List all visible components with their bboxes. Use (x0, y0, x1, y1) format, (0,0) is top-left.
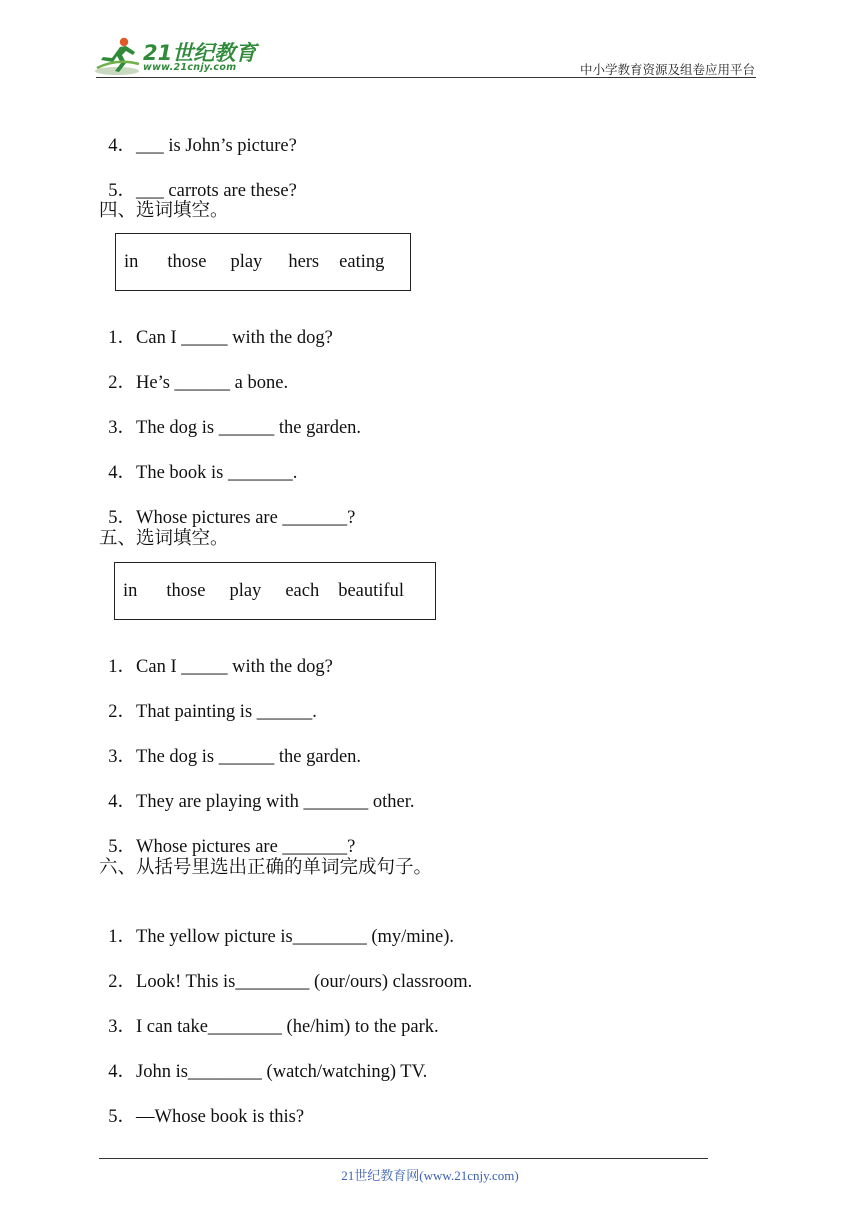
question-number: 2． (108, 373, 137, 393)
word-bank-box (115, 233, 411, 291)
question-text: The dog is ______ the garden. (136, 747, 362, 767)
question-number: 5． (108, 181, 137, 201)
question-item (99, 1081, 304, 1129)
word-bank-word: each (285, 580, 320, 601)
question-text: Look! This is________ (our/ours) classroom. (136, 972, 473, 992)
question-number: 3． (108, 418, 137, 438)
section-title-6: 六、从括号里选出正确的单词完成句子。 (99, 857, 433, 878)
question-number: 3． (108, 1017, 137, 1037)
question-text: The book is _______. (136, 463, 298, 483)
word-bank-word: hers (288, 251, 320, 272)
question-text: ___ is John’s picture? (136, 136, 297, 156)
logo-text: 21世纪教育 (143, 41, 257, 65)
question-item (99, 901, 454, 949)
word-bank-word: in (123, 580, 138, 601)
question-item (99, 347, 288, 395)
question-text: I can take________ (he/him) to the park. (136, 1017, 439, 1037)
word-bank-word: in (124, 251, 139, 272)
question-item (99, 437, 297, 485)
question-number: 5． (108, 508, 137, 528)
question-item (99, 110, 297, 158)
question-text: Can I _____ with the dog? (136, 328, 333, 348)
question-number: 2． (108, 972, 137, 992)
word-bank-word: play (230, 251, 263, 272)
question-number: 1． (108, 657, 137, 677)
question-item (99, 631, 333, 679)
question-item (99, 302, 333, 350)
runner-logo-icon (93, 36, 143, 78)
question-item (99, 155, 297, 203)
question-text: They are playing with _______ other. (136, 792, 415, 812)
page-header (0, 0, 860, 80)
question-item (99, 676, 317, 724)
logo-url: www.21cnjy.com (143, 62, 237, 73)
question-text: He’s ______ a bone. (136, 373, 289, 393)
footer-link[interactable]: 21世纪教育网(www.21cnjy.com) (341, 1168, 519, 1183)
question-number: 1． (108, 927, 137, 947)
question-number: 5． (108, 837, 137, 857)
question-number: 4． (108, 136, 137, 156)
question-text: ___ carrots are these? (136, 181, 297, 201)
header-tagline: 中小学教育资源及组卷应用平台 (579, 62, 755, 77)
question-number: 4． (108, 463, 137, 483)
footer-divider (99, 1158, 708, 1159)
question-number: 4． (108, 792, 137, 812)
question-item (99, 482, 355, 530)
question-item (99, 991, 439, 1039)
question-text: John is________ (watch/watching) TV. (136, 1062, 428, 1082)
question-text: That painting is ______. (136, 702, 317, 722)
site-logo (93, 36, 263, 78)
question-number: 4． (108, 1062, 137, 1082)
question-number: 3． (108, 747, 137, 767)
question-text: Whose pictures are _______? (136, 837, 356, 857)
question-number: 1． (108, 328, 137, 348)
word-bank-word: those (167, 251, 207, 272)
word-bank-word: those (166, 580, 206, 601)
section-title-4: 四、选词填空。 (99, 200, 229, 221)
question-item (99, 946, 472, 994)
word-bank-word: eating (339, 251, 385, 272)
question-text: Can I _____ with the dog? (136, 657, 333, 677)
question-text: Whose pictures are _______? (136, 508, 356, 528)
section-title-5: 五、选词填空。 (99, 528, 229, 549)
word-bank-word: beautiful (338, 580, 404, 601)
question-number: 5． (108, 1107, 137, 1127)
question-item (99, 721, 361, 769)
question-item (99, 392, 361, 440)
question-item (99, 1036, 427, 1084)
question-text: The yellow picture is________ (my/mine). (136, 927, 455, 947)
word-bank-word: play (229, 580, 262, 601)
question-item (99, 766, 414, 814)
question-text: —Whose book is this? (136, 1107, 305, 1127)
question-text: The dog is ______ the garden. (136, 418, 362, 438)
question-number: 2． (108, 702, 137, 722)
question-item (99, 811, 355, 859)
header-divider (96, 77, 756, 78)
word-bank-box (114, 562, 436, 620)
